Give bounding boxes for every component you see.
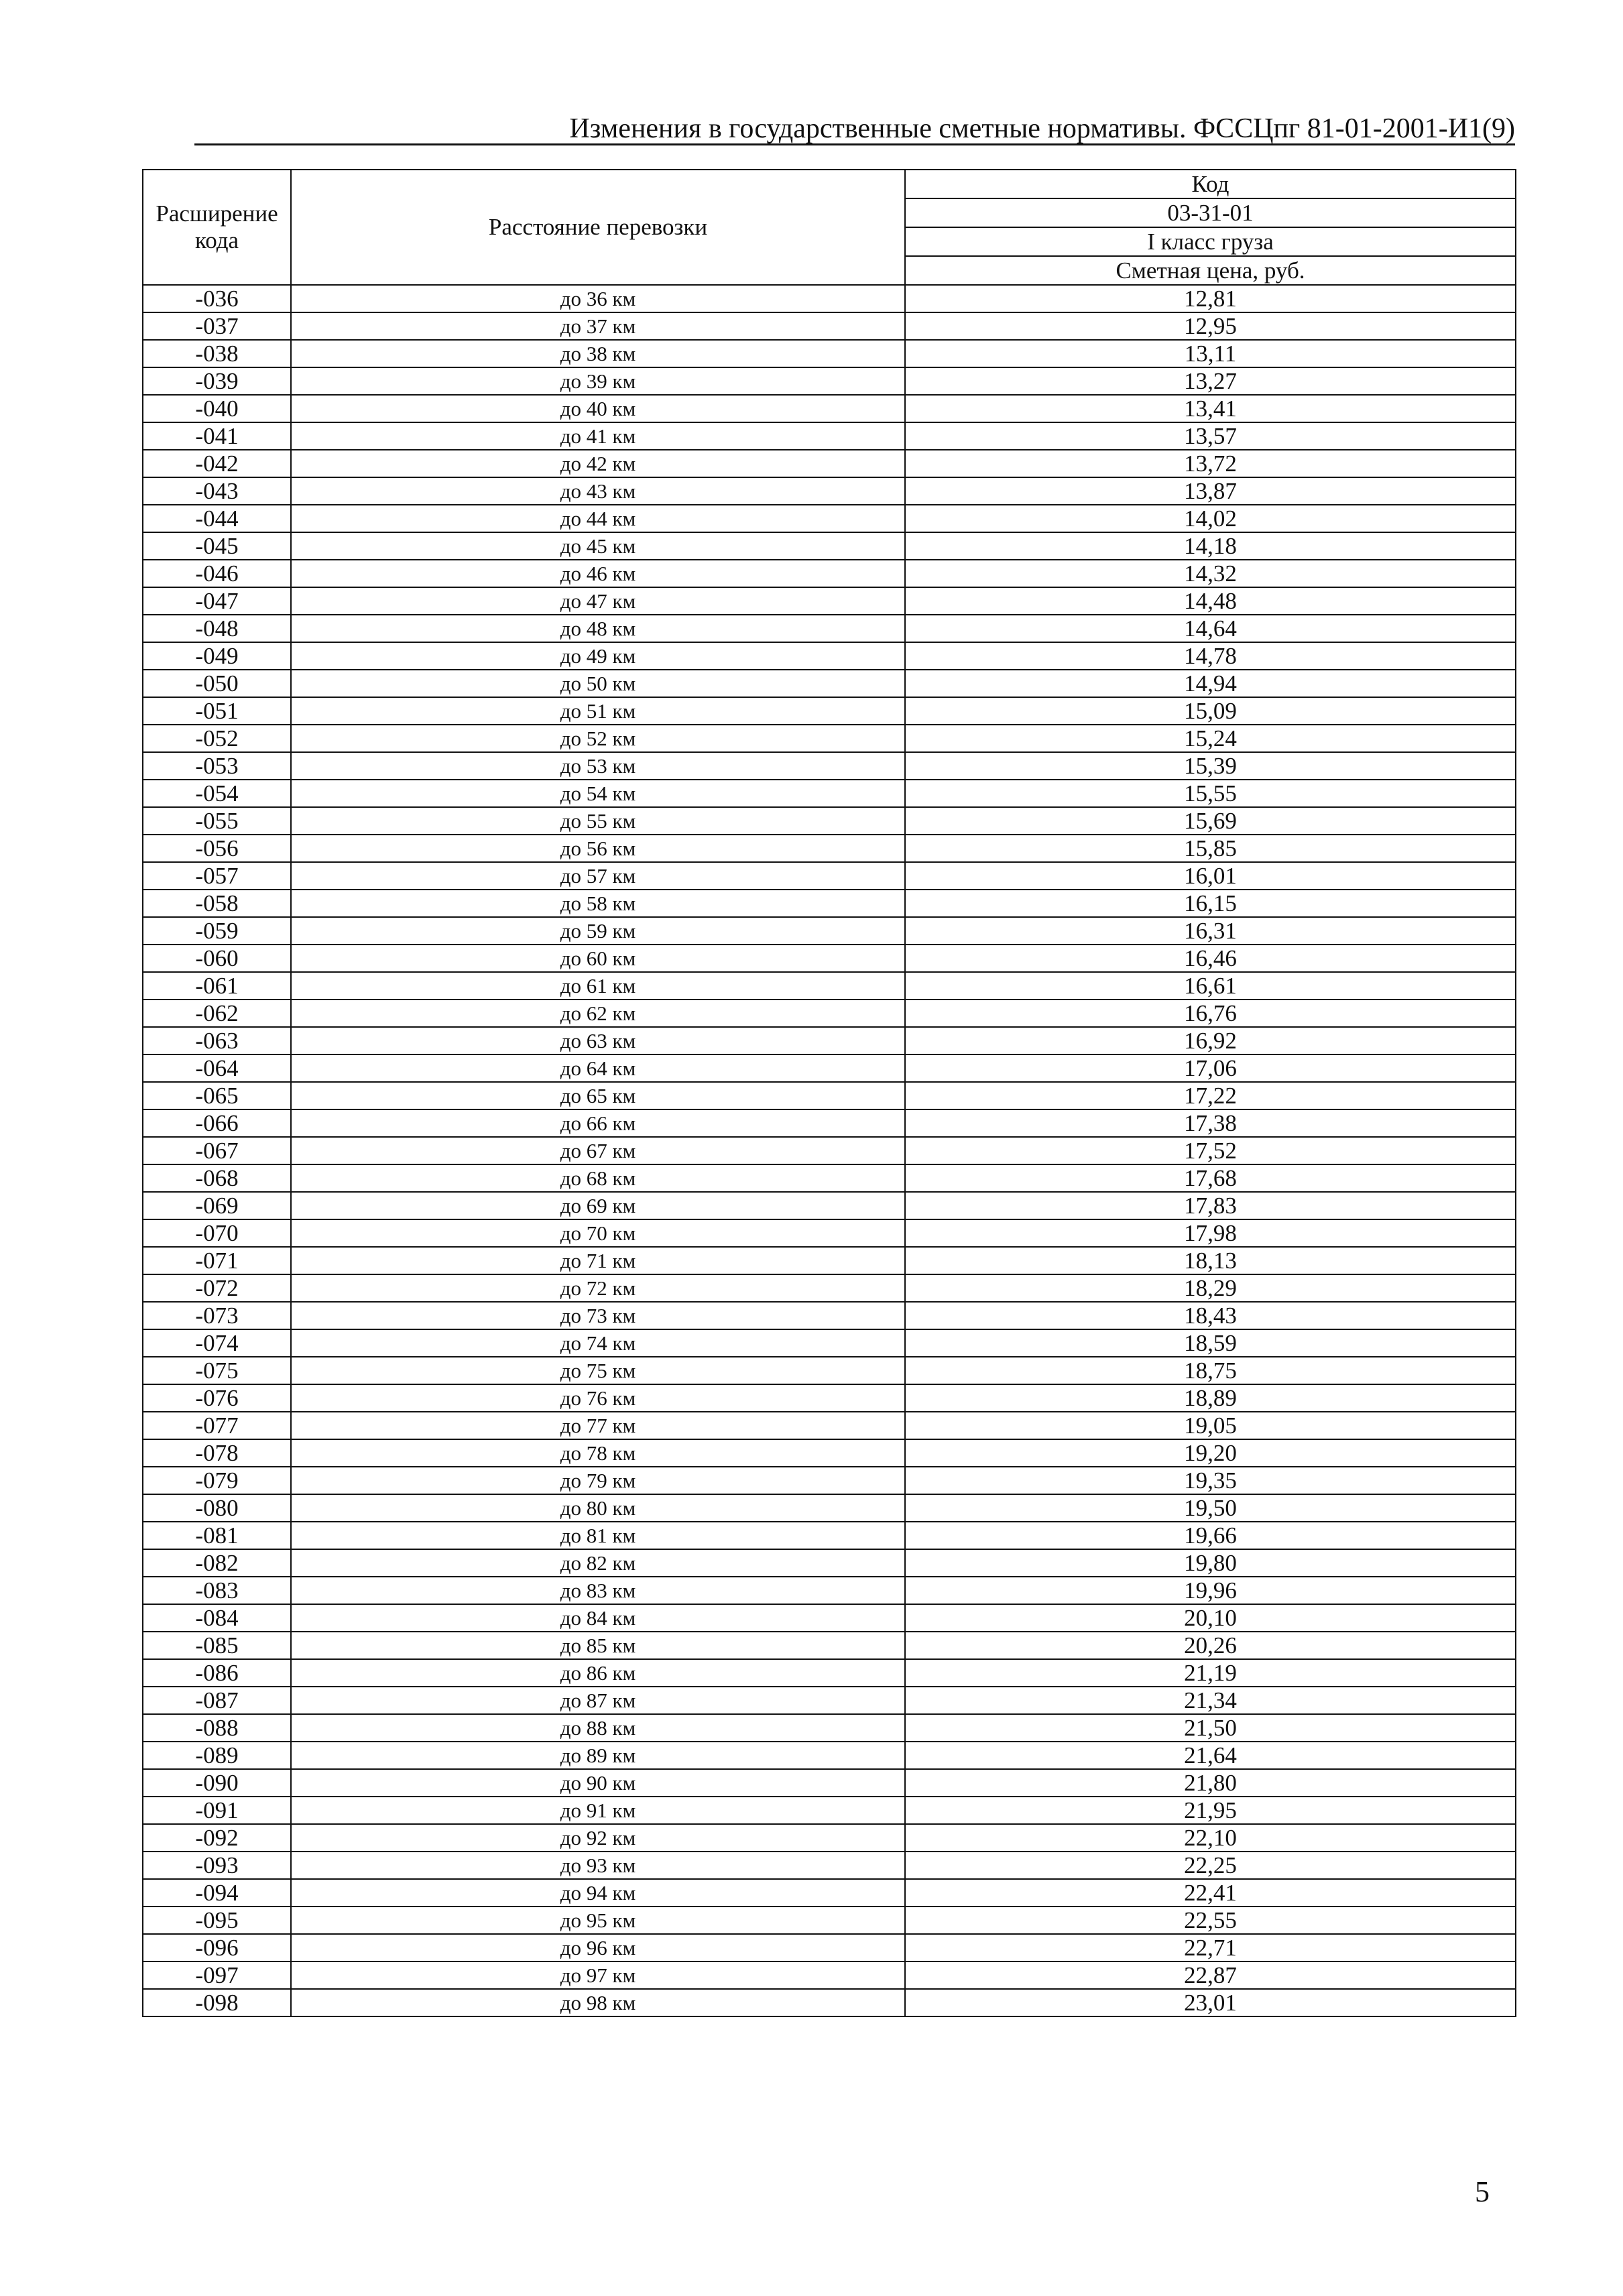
row-extension-code: -036 <box>143 285 291 312</box>
row-distance: до 95 км <box>291 1907 905 1934</box>
table-body <box>143 285 1516 2016</box>
col-header-code: Код <box>905 170 1516 198</box>
row-distance: до 71 км <box>291 1247 905 1274</box>
row-extension-code: -038 <box>143 340 291 367</box>
row-distance: до 52 км <box>291 725 905 752</box>
row-price: 19,05 <box>905 1412 1516 1439</box>
row-extension-code: -076 <box>143 1384 291 1412</box>
row-price: 17,22 <box>905 1082 1516 1109</box>
row-price: 12,95 <box>905 312 1516 340</box>
row-extension-code: -056 <box>143 835 291 862</box>
row-extension-code: -063 <box>143 1027 291 1054</box>
row-distance: до 79 км <box>291 1467 905 1494</box>
row-extension-code: -097 <box>143 1961 291 1989</box>
row-distance: до 76 км <box>291 1384 905 1412</box>
table-row <box>143 697 1516 725</box>
row-distance: до 94 км <box>291 1879 905 1907</box>
row-distance: до 84 км <box>291 1604 905 1632</box>
row-extension-code: -093 <box>143 1852 291 1879</box>
row-price: 21,80 <box>905 1769 1516 1797</box>
header-divider <box>194 143 1515 145</box>
row-extension-code: -069 <box>143 1192 291 1219</box>
row-extension-code: -046 <box>143 560 291 587</box>
table-row <box>143 1109 1516 1137</box>
row-price: 21,64 <box>905 1742 1516 1769</box>
row-distance: до 90 км <box>291 1769 905 1797</box>
row-distance: до 74 км <box>291 1329 905 1357</box>
table-row <box>143 670 1516 697</box>
row-price: 16,61 <box>905 972 1516 1000</box>
row-extension-code: -092 <box>143 1824 291 1852</box>
row-distance: до 56 км <box>291 835 905 862</box>
row-extension-code: -067 <box>143 1137 291 1164</box>
row-extension-code: -094 <box>143 1879 291 1907</box>
table-row <box>143 945 1516 972</box>
row-extension-code: -068 <box>143 1164 291 1192</box>
table-row <box>143 395 1516 422</box>
row-distance: до 67 км <box>291 1137 905 1164</box>
row-distance: до 86 км <box>291 1659 905 1687</box>
row-price: 13,72 <box>905 450 1516 477</box>
row-extension-code: -039 <box>143 367 291 395</box>
table-row <box>143 1247 1516 1274</box>
row-price: 14,64 <box>905 615 1516 642</box>
table-row <box>143 1989 1516 2016</box>
row-extension-code: -053 <box>143 752 291 780</box>
table-row <box>143 587 1516 615</box>
row-distance: до 80 км <box>291 1494 905 1522</box>
table-row <box>143 1000 1516 1027</box>
row-extension-code: -075 <box>143 1357 291 1384</box>
table-row <box>143 1054 1516 1082</box>
row-price: 13,41 <box>905 395 1516 422</box>
table-row <box>143 1027 1516 1054</box>
table-row <box>143 1164 1516 1192</box>
row-extension-code: -091 <box>143 1797 291 1824</box>
table-row <box>143 1632 1516 1659</box>
row-distance: до 77 км <box>291 1412 905 1439</box>
row-distance: до 46 км <box>291 560 905 587</box>
row-extension-code: -077 <box>143 1412 291 1439</box>
table-row <box>143 1192 1516 1219</box>
row-extension-code: -064 <box>143 1054 291 1082</box>
row-extension-code: -073 <box>143 1302 291 1329</box>
row-price: 15,39 <box>905 752 1516 780</box>
row-extension-code: -042 <box>143 450 291 477</box>
row-distance: до 41 км <box>291 422 905 450</box>
row-extension-code: -070 <box>143 1219 291 1247</box>
row-price: 21,50 <box>905 1714 1516 1742</box>
row-extension-code: -041 <box>143 422 291 450</box>
table-row <box>143 422 1516 450</box>
row-price: 12,81 <box>905 285 1516 312</box>
row-distance: до 73 км <box>291 1302 905 1329</box>
row-price: 16,15 <box>905 890 1516 917</box>
table-row <box>143 1961 1516 1989</box>
row-price: 14,48 <box>905 587 1516 615</box>
table-row <box>143 917 1516 945</box>
row-distance: до 53 км <box>291 752 905 780</box>
row-price: 14,94 <box>905 670 1516 697</box>
row-price: 21,19 <box>905 1659 1516 1687</box>
row-extension-code: -048 <box>143 615 291 642</box>
row-distance: до 89 км <box>291 1742 905 1769</box>
row-price: 17,52 <box>905 1137 1516 1164</box>
table-row <box>143 1852 1516 1879</box>
row-price: 15,24 <box>905 725 1516 752</box>
row-extension-code: -058 <box>143 890 291 917</box>
table-row <box>143 1412 1516 1439</box>
row-extension-code: -065 <box>143 1082 291 1109</box>
row-price: 22,25 <box>905 1852 1516 1879</box>
row-price: 15,09 <box>905 697 1516 725</box>
row-distance: до 78 км <box>291 1439 905 1467</box>
row-distance: до 39 км <box>291 367 905 395</box>
row-extension-code: -078 <box>143 1439 291 1467</box>
table-row <box>143 367 1516 395</box>
row-price: 21,95 <box>905 1797 1516 1824</box>
row-price: 18,75 <box>905 1357 1516 1384</box>
row-distance: до 75 км <box>291 1357 905 1384</box>
table-row <box>143 1439 1516 1467</box>
row-price: 18,89 <box>905 1384 1516 1412</box>
table-row <box>143 862 1516 890</box>
col-header-distance: Расстояние перевозки <box>291 170 905 285</box>
row-price: 18,13 <box>905 1247 1516 1274</box>
table-row <box>143 1274 1516 1302</box>
row-price: 19,20 <box>905 1439 1516 1467</box>
table-row <box>143 450 1516 477</box>
row-price: 16,92 <box>905 1027 1516 1054</box>
row-distance: до 50 км <box>291 670 905 697</box>
table-row <box>143 752 1516 780</box>
row-price: 22,71 <box>905 1934 1516 1961</box>
table-row <box>143 1219 1516 1247</box>
row-distance: до 63 км <box>291 1027 905 1054</box>
table-row <box>143 1797 1516 1824</box>
row-price: 13,27 <box>905 367 1516 395</box>
table-row <box>143 1659 1516 1687</box>
row-distance: до 66 км <box>291 1109 905 1137</box>
row-price: 13,87 <box>905 477 1516 505</box>
table-row <box>143 1577 1516 1604</box>
row-price: 22,10 <box>905 1824 1516 1852</box>
row-distance: до 81 км <box>291 1522 905 1549</box>
row-price: 18,29 <box>905 1274 1516 1302</box>
row-distance: до 42 км <box>291 450 905 477</box>
table-row <box>143 1907 1516 1934</box>
table-row <box>143 890 1516 917</box>
row-extension-code: -086 <box>143 1659 291 1687</box>
row-extension-code: -095 <box>143 1907 291 1934</box>
row-price: 17,06 <box>905 1054 1516 1082</box>
row-extension-code: -074 <box>143 1329 291 1357</box>
table-header <box>143 170 1516 285</box>
row-price: 22,41 <box>905 1879 1516 1907</box>
row-price: 22,55 <box>905 1907 1516 1934</box>
table-row <box>143 1522 1516 1549</box>
row-price: 19,50 <box>905 1494 1516 1522</box>
row-extension-code: -049 <box>143 642 291 670</box>
row-price: 17,68 <box>905 1164 1516 1192</box>
row-price: 15,85 <box>905 835 1516 862</box>
row-price: 17,98 <box>905 1219 1516 1247</box>
table-row <box>143 1467 1516 1494</box>
table-row <box>143 807 1516 835</box>
table-row <box>143 1879 1516 1907</box>
row-distance: до 69 км <box>291 1192 905 1219</box>
row-extension-code: -098 <box>143 1989 291 2016</box>
row-distance: до 40 км <box>291 395 905 422</box>
row-price: 16,76 <box>905 1000 1516 1027</box>
row-distance: до 87 км <box>291 1687 905 1714</box>
row-price: 21,34 <box>905 1687 1516 1714</box>
table-row <box>143 972 1516 1000</box>
table-row <box>143 835 1516 862</box>
row-distance: до 37 км <box>291 312 905 340</box>
row-extension-code: -054 <box>143 780 291 807</box>
row-extension-code: -055 <box>143 807 291 835</box>
row-price: 15,55 <box>905 780 1516 807</box>
row-distance: до 82 км <box>291 1549 905 1577</box>
table-row <box>143 615 1516 642</box>
table-row <box>143 505 1516 532</box>
row-price: 14,78 <box>905 642 1516 670</box>
table-row <box>143 560 1516 587</box>
row-extension-code: -037 <box>143 312 291 340</box>
tariff-table <box>142 169 1516 2017</box>
col-header-extension: Расширение кода <box>143 170 291 285</box>
table-row <box>143 477 1516 505</box>
table-row <box>143 285 1516 312</box>
page-header-title: Изменения в государственные сметные нормативы. ФССЦпг 81-01-2001-И1(9) <box>569 113 1515 144</box>
table-row <box>143 725 1516 752</box>
row-price: 14,18 <box>905 532 1516 560</box>
row-price: 16,01 <box>905 862 1516 890</box>
table-row <box>143 1934 1516 1961</box>
row-distance: до 45 км <box>291 532 905 560</box>
row-price: 15,69 <box>905 807 1516 835</box>
row-price: 14,02 <box>905 505 1516 532</box>
row-distance: до 48 км <box>291 615 905 642</box>
table-row <box>143 1082 1516 1109</box>
row-distance: до 47 км <box>291 587 905 615</box>
row-distance: до 51 км <box>291 697 905 725</box>
row-extension-code: -062 <box>143 1000 291 1027</box>
table-row <box>143 532 1516 560</box>
row-price: 17,83 <box>905 1192 1516 1219</box>
row-extension-code: -066 <box>143 1109 291 1137</box>
row-price: 19,96 <box>905 1577 1516 1604</box>
row-price: 23,01 <box>905 1989 1516 2016</box>
row-extension-code: -087 <box>143 1687 291 1714</box>
row-extension-code: -083 <box>143 1577 291 1604</box>
row-distance: до 68 км <box>291 1164 905 1192</box>
table-row <box>143 780 1516 807</box>
row-extension-code: -050 <box>143 670 291 697</box>
row-distance: до 96 км <box>291 1934 905 1961</box>
row-distance: до 57 км <box>291 862 905 890</box>
row-extension-code: -047 <box>143 587 291 615</box>
row-extension-code: -045 <box>143 532 291 560</box>
table-row <box>143 1687 1516 1714</box>
row-price: 19,80 <box>905 1549 1516 1577</box>
row-price: 22,87 <box>905 1961 1516 1989</box>
table-row <box>143 642 1516 670</box>
row-extension-code: -059 <box>143 917 291 945</box>
row-distance: до 55 км <box>291 807 905 835</box>
table-row <box>143 1604 1516 1632</box>
row-distance: до 58 км <box>291 890 905 917</box>
table-row <box>143 312 1516 340</box>
table-row <box>143 1302 1516 1329</box>
table-row <box>143 340 1516 367</box>
row-price: 13,11 <box>905 340 1516 367</box>
row-distance: до 93 км <box>291 1852 905 1879</box>
row-price: 13,57 <box>905 422 1516 450</box>
row-distance: до 85 км <box>291 1632 905 1659</box>
row-distance: до 60 км <box>291 945 905 972</box>
row-extension-code: -079 <box>143 1467 291 1494</box>
code-value: 03-31-01 <box>905 198 1516 227</box>
row-price: 19,66 <box>905 1522 1516 1549</box>
row-extension-code: -040 <box>143 395 291 422</box>
row-distance: до 36 км <box>291 285 905 312</box>
row-extension-code: -085 <box>143 1632 291 1659</box>
row-price: 17,38 <box>905 1109 1516 1137</box>
row-extension-code: -089 <box>143 1742 291 1769</box>
row-extension-code: -080 <box>143 1494 291 1522</box>
row-distance: до 65 км <box>291 1082 905 1109</box>
row-extension-code: -084 <box>143 1604 291 1632</box>
row-distance: до 54 км <box>291 780 905 807</box>
row-extension-code: -060 <box>143 945 291 972</box>
row-extension-code: -072 <box>143 1274 291 1302</box>
row-distance: до 91 км <box>291 1797 905 1824</box>
cargo-class: I класс груза <box>905 227 1516 256</box>
row-extension-code: -052 <box>143 725 291 752</box>
row-price: 18,43 <box>905 1302 1516 1329</box>
table-row <box>143 1494 1516 1522</box>
row-distance: до 92 км <box>291 1824 905 1852</box>
row-extension-code: -044 <box>143 505 291 532</box>
table-row <box>143 1329 1516 1357</box>
row-extension-code: -088 <box>143 1714 291 1742</box>
row-extension-code: -043 <box>143 477 291 505</box>
row-distance: до 61 км <box>291 972 905 1000</box>
row-distance: до 49 км <box>291 642 905 670</box>
table-row <box>143 1384 1516 1412</box>
row-distance: до 44 км <box>291 505 905 532</box>
row-price: 18,59 <box>905 1329 1516 1357</box>
table-row <box>143 1137 1516 1164</box>
price-header: Сметная цена, руб. <box>905 256 1516 285</box>
row-distance: до 98 км <box>291 1989 905 2016</box>
row-price: 16,46 <box>905 945 1516 972</box>
row-distance: до 62 км <box>291 1000 905 1027</box>
row-price: 16,31 <box>905 917 1516 945</box>
row-extension-code: -090 <box>143 1769 291 1797</box>
row-extension-code: -096 <box>143 1934 291 1961</box>
row-distance: до 72 км <box>291 1274 905 1302</box>
row-price: 20,10 <box>905 1604 1516 1632</box>
row-price: 20,26 <box>905 1632 1516 1659</box>
row-extension-code: -051 <box>143 697 291 725</box>
table-row <box>143 1742 1516 1769</box>
row-distance: до 97 км <box>291 1961 905 1989</box>
table-row <box>143 1769 1516 1797</box>
row-distance: до 38 км <box>291 340 905 367</box>
row-distance: до 43 км <box>291 477 905 505</box>
row-distance: до 64 км <box>291 1054 905 1082</box>
row-price: 19,35 <box>905 1467 1516 1494</box>
page-number: 5 <box>1475 2175 1490 2208</box>
table-row <box>143 1357 1516 1384</box>
row-distance: до 83 км <box>291 1577 905 1604</box>
row-extension-code: -061 <box>143 972 291 1000</box>
row-extension-code: -057 <box>143 862 291 890</box>
row-extension-code: -082 <box>143 1549 291 1577</box>
row-extension-code: -071 <box>143 1247 291 1274</box>
row-distance: до 70 км <box>291 1219 905 1247</box>
table-row <box>143 1714 1516 1742</box>
row-extension-code: -081 <box>143 1522 291 1549</box>
table-row <box>143 1549 1516 1577</box>
row-price: 14,32 <box>905 560 1516 587</box>
table-row <box>143 1824 1516 1852</box>
row-distance: до 59 км <box>291 917 905 945</box>
row-distance: до 88 км <box>291 1714 905 1742</box>
